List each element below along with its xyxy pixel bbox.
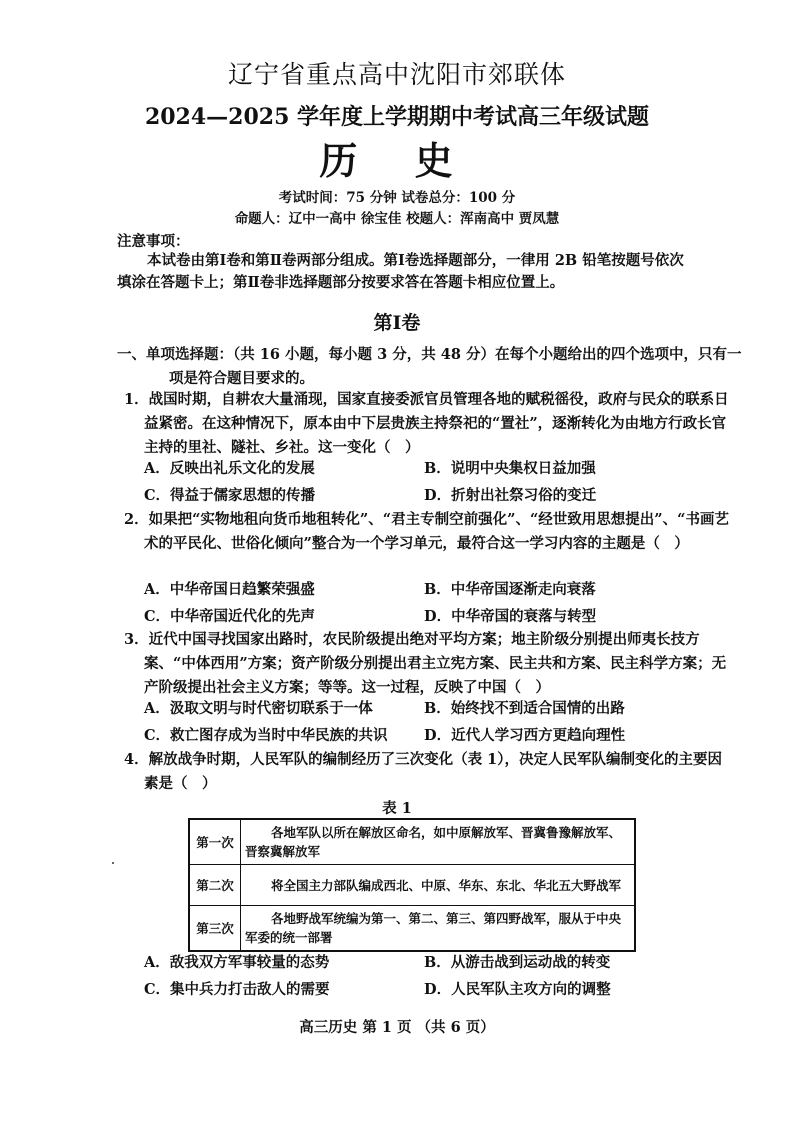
table-row-label: 第一次 (189, 819, 241, 865)
option-b: B．中华帝国逐渐走向衰落 (424, 581, 596, 598)
table-row (189, 906, 635, 952)
question-4-stem: 4．解放战争时期，人民军队的编制经历了三次变化（表 1），决定人民军队编制变化的主要因素是（ ） (124, 751, 722, 792)
authors-info: 命题人：辽中一高中 徐宝佳 校题人：浑南高中 贾凤慧 (234, 211, 560, 227)
option-c: C．救亡图存成为当时中华民族的共识 (144, 727, 388, 744)
option-d: D．近代人学习西方更趋向理性 (424, 727, 626, 744)
volume-title: 第Ⅰ卷 (373, 312, 421, 334)
option-d: D．折射出社祭习俗的变迁 (424, 487, 597, 504)
option-c: C．中华帝国近代化的先声 (144, 608, 316, 625)
table-row-label: 第三次 (189, 906, 241, 952)
option-d: D．人民军队主攻方向的调整 (424, 981, 611, 998)
notice-heading: 注意事项： (117, 233, 190, 250)
table-caption: 表 1 (382, 800, 412, 817)
question-2-stem: 2．如果把“实物地租向货币地租转化”、“君主专制空前强化”、“经世致用思想提出”、“书画艺术的平民化、世俗化倾向”整合为一个学习单元，最符合这一学习内容的主题是（ ） (124, 511, 729, 552)
option-b: B．始终找不到适合国情的出路 (424, 700, 625, 717)
question-1-options (144, 454, 704, 508)
table-row-label: 第二次 (189, 865, 241, 906)
option-d: D．中华帝国的衰落与转型 (424, 608, 597, 625)
option-a: A．敌我双方军事较量的态势 (144, 954, 330, 971)
question-4-options (144, 948, 704, 1002)
table-row-text: 各地军队以所在解放区命名，如中原解放军、晋冀鲁豫解放军、晋察冀解放军 (241, 819, 636, 865)
question-2-options (144, 575, 704, 629)
option-a: A．反映出礼乐文化的发展 (144, 460, 315, 477)
exam-title: 2024—2025 学年度上学期期中考试高三年级试题 (144, 104, 650, 130)
question-1-stem: 1．战国时期，自耕农大量涌现，国家直接委派官员管理各地的赋税徭役，政府与民众的联系日益紧密。在这种情况下，原本由中下层贵族主持祭祀的“置社”，逐渐转化为由地方行政长官主持的里社、隧社、乡社。这一变化（ ） (124, 391, 729, 456)
subject-title: 历 史 (319, 138, 475, 183)
page-footer: 高三历史 第 1 页 （共 6 页） (299, 1019, 495, 1036)
question-3-stem: 3．近代中国寻找国家出路时，农民阶级提出绝对平均方案；地主阶级分别提出师夷长技方案、“中体西用”方案；资产阶级分别提出君主立宪方案、民主共和方案、民主科学方案；无产阶级提出社会主义方案；等等。这一过程，反映了中国（ ） (124, 631, 727, 696)
section-heading: 一、单项选择题：（共 16 小题，每小题 3 分，共 48 分）在每个小题给出的四个选项中，只有一项是符合题目要求的。 (117, 346, 742, 387)
table-row (189, 865, 635, 906)
option-b: B．说明中央集权日益加强 (424, 460, 596, 477)
exam-time-info: 考试时间：75 分钟 试卷总分：100 分 (278, 190, 516, 206)
table-row-text: 各地野战军统编为第一、第二、第三、第四野战军，服从于中央军委的统一部署 (241, 906, 636, 952)
table-row (189, 819, 635, 865)
option-a: A．汲取文明与时代密切联系于一体 (144, 700, 373, 717)
school-title: 辽宁省重点高中沈阳市郊联体 (227, 60, 566, 89)
army-organization-table (188, 818, 636, 952)
notice-text: 本试卷由第Ⅰ卷和第Ⅱ卷两部分组成。第Ⅰ卷选择题部分，一律用 2B 铅笔按题号依次填涂在答题卡上；第Ⅱ卷非选择题部分按要求答在答题卡相应位置上。 (117, 252, 684, 291)
option-a: A．中华帝国日趋繁荣强盛 (144, 581, 315, 598)
option-b: B．从游击战到运动战的转变 (424, 954, 611, 971)
option-c: C．集中兵力打击敌人的需要 (144, 981, 330, 998)
stray-dot (112, 862, 114, 864)
option-c: C．得益于儒家思想的传播 (144, 487, 316, 504)
question-3-options (144, 694, 704, 748)
table-row-text: 将全国主力部队编成西北、中原、华东、东北、华北五大野战军 (241, 865, 636, 906)
